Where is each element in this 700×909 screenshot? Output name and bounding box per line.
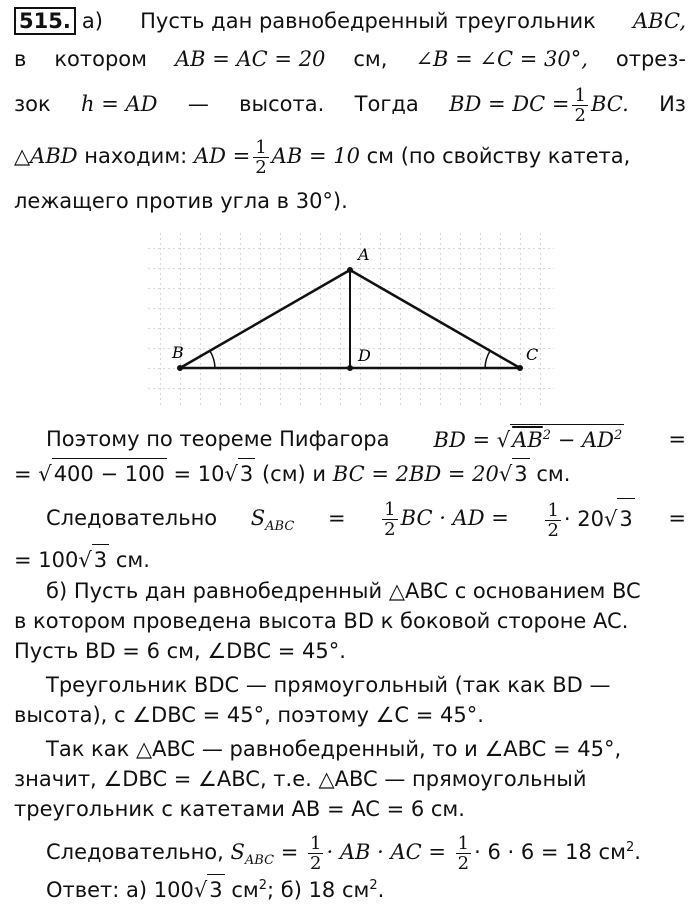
sqrt-expression: √ $AB^2 - AD^2$ [497, 424, 625, 455]
problem-number: 515. [14, 7, 76, 35]
point-D [347, 365, 353, 371]
line-a1: 515. а) Пусть дан равнобедренный треугольник ABC, [14, 6, 686, 36]
line-b3: Пусть BD = 6 см, ∠DBC = 45°. [14, 639, 346, 663]
point-A [347, 267, 353, 273]
line-a8: Следовательно $S_{ABC}$ = $\frac{1}{2}$ BC · AD = $\frac{1}{2}$ · 20 √ 3 = [46, 499, 686, 541]
line-b7: значит, ∠DBC = ∠ABC, т.е. △ABC — прямоугольный [14, 767, 587, 791]
label-D: D [358, 346, 371, 365]
line-a2: в котором AB = AC = 20 см, ∠B = ∠C = 30°, отрез- [14, 47, 686, 71]
line-a4: △ABD находим: AD = $\frac{1}{2}$ AB = 10 см (по свойству катета, [14, 136, 631, 178]
line-b2: в котором проведена высота BD к боковой стороне AC. [14, 609, 629, 633]
line-b5: высота), с ∠DBC = 45°, поэтому ∠C = 45°. [14, 703, 484, 727]
label-C: C [526, 345, 539, 364]
label-B: B [172, 343, 184, 362]
line-a9: = 100 √ 3 см. [14, 544, 686, 575]
point-B [177, 365, 183, 371]
triangle-figure [140, 228, 560, 410]
line-b1: б) Пусть дан равнобедренный △ABC с основанием BC [46, 579, 641, 603]
line-b6: Так как △ABC — равнобедренный, то и ∠ABC = 45°, [46, 737, 622, 761]
line-a7: = √ 400 − 100 = 10 √ 3 (см) и BC = 2BD = 20 √ 3 см. [14, 458, 686, 489]
line-b4: Треугольник BDC — прямоугольный (так как BD — [46, 673, 611, 697]
line-a6: Поэтому по теореме Пифагора BD = √ $AB^2 - AD^2$ = [46, 424, 686, 455]
label-A: A [358, 245, 370, 264]
answer-line: Ответ: а) 100 √ 3 $см^2$; б) 18 $см^2$. [46, 874, 686, 905]
fraction-one-half: $\frac{1}{2}$ [255, 136, 267, 178]
point-C [517, 365, 523, 371]
line-a5: лежащего против угла в 30°). [14, 189, 348, 213]
line-b8: треугольник с катетами AB = AC = 6 см. [14, 797, 465, 821]
line-b9: Следовательно, $S_{ABC}$ = $\frac{1}{2}$ · AB · AC = $\frac{1}{2}$ · 6 · 6 = 18 $см^2$. [46, 832, 641, 874]
fraction-one-half: $\frac{1}{2}$ [574, 85, 586, 126]
line-a3: зок h = AD — высота. Тогда BD = DC = $\frac{1}{2}$ BC. Из [14, 85, 686, 126]
